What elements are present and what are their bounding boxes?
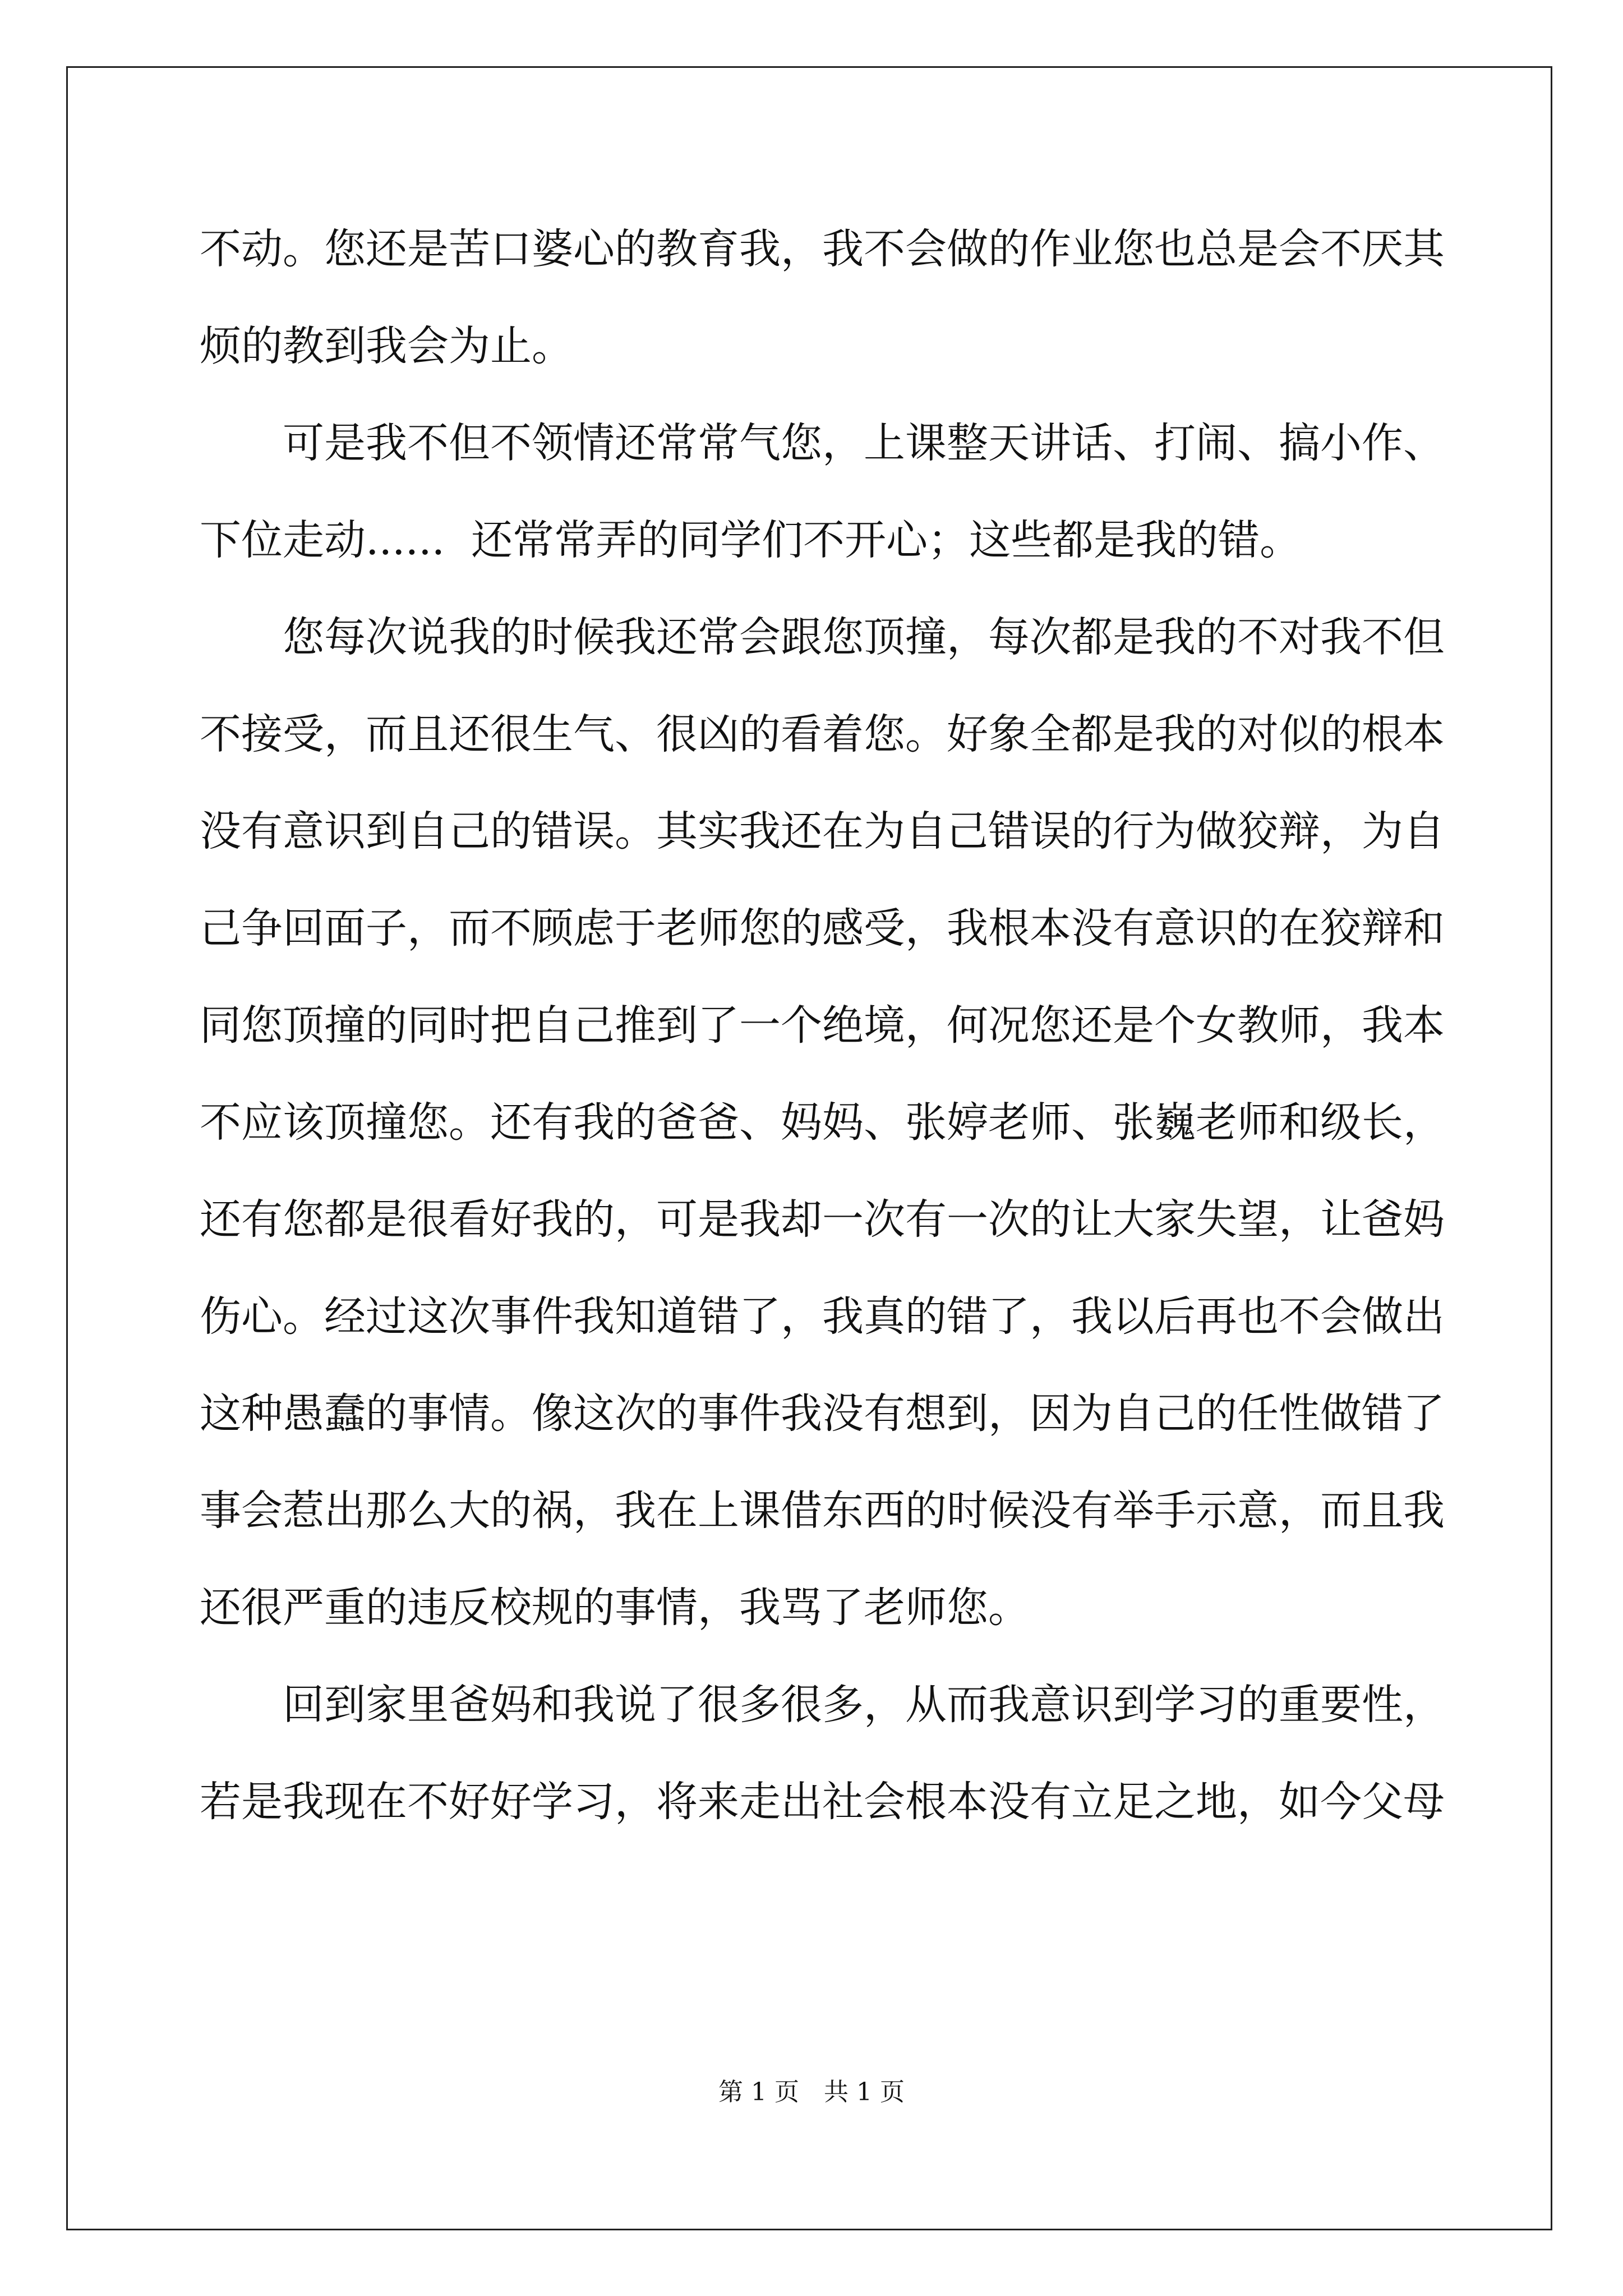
page-number-footer: 第 1 页 共 1 页 [718,2078,905,2106]
document-body [200,201,1445,1851]
text-line: 事会惹出那么大的祸，我在上课借东西的时候没有举手示意，而且我 [200,1487,1445,1535]
text-line: 己争回面子，而不顾虑于老师您的感受，我根本没有意识的在狡辩和 [200,904,1445,953]
text-line: 若是我现在不好好学习，将来走出社会根本没有立足之地，如今父母 [200,1778,1445,1826]
text-line: 不接受，而且还很生气、很凶的看着您。好象全都是我的对似的根本 [200,710,1445,758]
text-line: 没有意识到自己的错误。其实我还在为自己错误的行为做狡辩，为自 [200,807,1445,855]
text-line: 伤心。经过这次事件我知道错了，我真的错了，我以后再也不会做出 [200,1292,1445,1341]
text-line: 这种愚蠢的事情。像这次的事件我没有想到，因为自己的任性做错了 [200,1389,1445,1438]
text-line: 不应该顶撞您。还有我的爸爸、妈妈、张婷老师、张巍老师和级长， [200,1098,1445,1147]
text-line: 同您顶撞的同时把自己推到了一个绝境，何况您还是个女教师，我本 [200,1001,1445,1050]
text-line: 下位走动...... 还常常弄的同学们不开心；这些都是我的错。 [200,516,1302,564]
text-line: 不动。您还是苦口婆心的教育我，我不会做的作业您也总是会不厌其 [200,225,1445,273]
text-line: 可是我不但不领情还常常气您，上课整天讲话、打闹、搞小作、 [200,419,1445,467]
text-line: 回到家里爸妈和我说了很多很多，从而我意识到学习的重要性， [200,1681,1445,1729]
text-line: 您每次说我的时候我还常会跟您顶撞，每次都是我的不对我不但 [200,613,1445,661]
text-line: 还有您都是很看好我的，可是我却一次有一次的让大家失望，让爸妈 [200,1195,1445,1244]
text-line: 还很严重的违反校规的事情，我骂了老师您。 [200,1584,1030,1632]
text-line: 烦的教到我会为止。 [200,322,573,370]
